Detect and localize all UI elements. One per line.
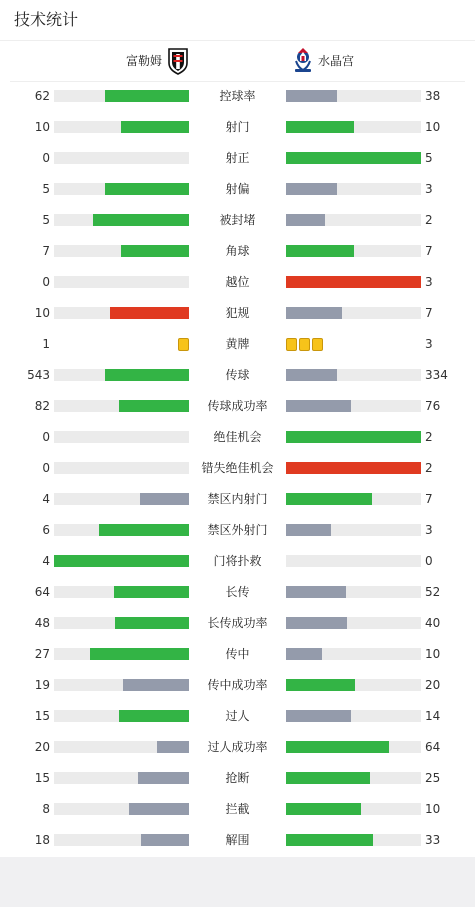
away-bar-track	[286, 462, 421, 474]
home-value: 543	[27, 368, 50, 382]
home-bar-fill	[121, 245, 189, 257]
home-bar-track	[54, 121, 189, 133]
home-value: 0	[42, 275, 50, 289]
away-bar-fill	[286, 679, 355, 691]
away-value: 10	[425, 120, 441, 134]
home-value: 4	[42, 492, 50, 506]
stat-label: 错失绝佳机会	[201, 461, 274, 475]
away-bar-track	[286, 555, 421, 567]
stat-row	[0, 329, 475, 360]
stat-label: 长传	[225, 585, 250, 599]
home-bar-fill	[119, 710, 189, 722]
away-yellow-cards	[286, 338, 325, 351]
away-bar-fill	[286, 772, 370, 784]
away-bar-fill	[286, 214, 325, 226]
stat-label: 越位	[225, 275, 250, 289]
stat-label: 禁区外射门	[207, 523, 268, 537]
away-value: 76	[425, 399, 441, 413]
away-bar-track	[286, 214, 421, 226]
away-bar-track	[286, 710, 421, 722]
home-bar-track	[54, 772, 189, 784]
home-bar-track	[54, 803, 189, 815]
stat-label: 传球	[225, 368, 250, 382]
away-value: 14	[425, 709, 441, 723]
stat-row	[0, 577, 475, 608]
away-value: 334	[425, 368, 448, 382]
stat-label: 射正	[225, 151, 250, 165]
away-bar-fill	[286, 121, 354, 133]
home-bar-track	[54, 431, 189, 443]
away-value: 52	[425, 585, 441, 599]
home-value: 82	[34, 399, 50, 413]
away-bar-track	[286, 617, 421, 629]
away-bar-fill	[286, 307, 342, 319]
stat-row	[0, 763, 475, 794]
away-value: 2	[425, 461, 433, 475]
fulham-crest-icon[interactable]	[167, 47, 189, 75]
away-bar-fill	[286, 152, 421, 164]
stat-row	[0, 174, 475, 205]
stat-label: 被封堵	[219, 213, 256, 227]
home-bar-fill	[105, 90, 189, 102]
home-value: 0	[42, 151, 50, 165]
away-value: 2	[425, 430, 433, 444]
home-value: 5	[42, 182, 50, 196]
home-bar-fill	[140, 493, 189, 505]
home-bar-track	[54, 90, 189, 102]
home-bar-track	[54, 400, 189, 412]
home-bar-track	[54, 617, 189, 629]
yellow-card-icon	[312, 338, 323, 351]
away-bar-track	[286, 152, 421, 164]
away-bar-track	[286, 276, 421, 288]
away-bar-track	[286, 524, 421, 536]
yellow-card-icon	[299, 338, 310, 351]
away-bar-fill	[286, 245, 354, 257]
stat-label: 过人成功率	[207, 740, 268, 754]
stat-label: 拦截	[225, 802, 250, 816]
home-value: 62	[34, 89, 50, 103]
stat-row	[0, 236, 475, 267]
stat-label: 犯规	[225, 306, 250, 320]
away-value: 33	[425, 833, 441, 847]
home-value: 18	[34, 833, 50, 847]
home-value: 15	[34, 771, 50, 785]
home-value: 1	[42, 337, 50, 351]
stat-label: 过人	[225, 709, 250, 723]
home-bar-fill	[99, 524, 189, 536]
stat-row	[0, 825, 475, 856]
stat-row	[0, 639, 475, 670]
away-bar-fill	[286, 834, 373, 846]
away-bar-fill	[286, 369, 337, 381]
home-bar-fill	[138, 772, 189, 784]
stat-label: 传中	[225, 647, 250, 661]
away-value: 7	[425, 244, 433, 258]
away-bar-fill	[286, 276, 421, 288]
away-bar-track	[286, 648, 421, 660]
home-bar-fill	[105, 369, 189, 381]
home-value: 27	[34, 647, 50, 661]
yellow-card-icon	[178, 338, 189, 351]
home-bar-track	[54, 741, 189, 753]
home-bar-fill	[141, 834, 189, 846]
home-bar-fill	[105, 183, 189, 195]
home-bar-fill	[110, 307, 189, 319]
stat-row	[0, 453, 475, 484]
home-bar-fill	[119, 400, 189, 412]
yellow-card-icon	[286, 338, 297, 351]
away-value: 10	[425, 802, 441, 816]
away-bar-fill	[286, 493, 372, 505]
away-value: 64	[425, 740, 441, 754]
home-bar-track	[54, 245, 189, 257]
away-bar-fill	[286, 183, 337, 195]
away-value: 3	[425, 182, 433, 196]
home-bar-track	[54, 555, 189, 567]
away-bar-track	[286, 834, 421, 846]
stat-label: 控球率	[219, 89, 256, 103]
stat-label: 禁区内射门	[207, 492, 268, 506]
away-value: 3	[425, 523, 433, 537]
stat-row	[0, 546, 475, 577]
home-bar-fill	[115, 617, 189, 629]
home-value: 6	[42, 523, 50, 537]
home-value: 4	[42, 554, 50, 568]
away-value: 7	[425, 492, 433, 506]
home-bar-track	[54, 493, 189, 505]
stat-row	[0, 608, 475, 639]
stat-row	[0, 732, 475, 763]
away-bar-track	[286, 90, 421, 102]
stat-label: 黄牌	[225, 337, 250, 351]
home-value: 20	[34, 740, 50, 754]
home-bar-track	[54, 524, 189, 536]
home-bar-track	[54, 276, 189, 288]
home-bar-track	[54, 462, 189, 474]
home-bar-track	[54, 710, 189, 722]
away-bar-fill	[286, 617, 347, 629]
home-value: 15	[34, 709, 50, 723]
away-bar-fill	[286, 803, 361, 815]
away-bar-fill	[286, 400, 351, 412]
away-bar-fill	[286, 524, 331, 536]
stat-label: 长传成功率	[207, 616, 268, 630]
away-value: 40	[425, 616, 441, 630]
stat-row	[0, 267, 475, 298]
teams-header	[10, 41, 465, 82]
away-bar-fill	[286, 586, 346, 598]
stat-label: 角球	[225, 244, 250, 258]
home-value: 10	[34, 120, 50, 134]
away-value: 25	[425, 771, 441, 785]
away-value: 3	[425, 337, 433, 351]
away-bar-track	[286, 772, 421, 784]
away-bar-fill	[286, 648, 322, 660]
home-bar-track	[54, 679, 189, 691]
home-value: 5	[42, 213, 50, 227]
stat-row	[0, 298, 475, 329]
home-bar-fill	[114, 586, 189, 598]
away-value: 3	[425, 275, 433, 289]
home-bar-track	[54, 183, 189, 195]
stat-row	[0, 112, 475, 143]
away-value: 10	[425, 647, 441, 661]
home-value: 10	[34, 306, 50, 320]
away-bar-track	[286, 369, 421, 381]
away-bar-track	[286, 431, 421, 443]
away-bar-track	[286, 121, 421, 133]
home-team-name[interactable]: 富勒姆	[125, 54, 162, 68]
home-bar-track	[54, 152, 189, 164]
stat-label: 射门	[225, 120, 250, 134]
away-value: 5	[425, 151, 433, 165]
home-bar-track	[54, 648, 189, 660]
stat-row	[0, 515, 475, 546]
home-value: 64	[34, 585, 50, 599]
away-team-name[interactable]: 水晶宫	[318, 54, 355, 68]
away-bar-track	[286, 245, 421, 257]
home-value: 0	[42, 461, 50, 475]
stat-label: 射偏	[225, 182, 250, 196]
home-value: 7	[42, 244, 50, 258]
stat-row	[0, 794, 475, 825]
away-value: 38	[425, 89, 441, 103]
home-bar-fill	[54, 555, 189, 567]
away-value: 2	[425, 213, 433, 227]
stat-row	[0, 205, 475, 236]
stat-label: 传中成功率	[207, 678, 268, 692]
home-bar-track	[54, 307, 189, 319]
stat-row	[0, 670, 475, 701]
stat-label: 门将扑救	[213, 554, 262, 568]
home-bar-fill	[121, 121, 189, 133]
home-yellow-cards	[176, 338, 189, 351]
away-bar-track	[286, 679, 421, 691]
away-bar-fill	[286, 431, 421, 443]
home-bar-track	[54, 214, 189, 226]
home-bar-track	[54, 834, 189, 846]
away-bar-fill	[286, 462, 421, 474]
stat-row	[0, 391, 475, 422]
stat-row	[0, 484, 475, 515]
away-bar-track	[286, 307, 421, 319]
home-bar-track	[54, 369, 189, 381]
away-bar-track	[286, 183, 421, 195]
home-bar-fill	[157, 741, 189, 753]
home-bar-fill	[93, 214, 189, 226]
away-bar-fill	[286, 741, 389, 753]
away-value: 20	[425, 678, 441, 692]
page-title: 技术统计	[14, 10, 79, 29]
stat-label: 传球成功率	[207, 399, 268, 413]
stat-row	[0, 143, 475, 174]
stat-label: 解围	[225, 833, 250, 847]
away-bar-track	[286, 586, 421, 598]
home-value: 19	[34, 678, 50, 692]
home-bar-fill	[123, 679, 189, 691]
home-value: 48	[34, 616, 50, 630]
crystal-palace-crest-icon[interactable]	[292, 47, 314, 75]
stat-row	[0, 701, 475, 732]
away-value: 7	[425, 306, 433, 320]
away-bar-fill	[286, 710, 351, 722]
home-value: 0	[42, 430, 50, 444]
away-bar-track	[286, 741, 421, 753]
away-bar-track	[286, 400, 421, 412]
stat-row	[0, 360, 475, 391]
stat-row	[0, 81, 475, 112]
home-bar-fill	[90, 648, 189, 660]
away-bar-fill	[286, 90, 337, 102]
home-value: 8	[42, 802, 50, 816]
stat-row	[0, 422, 475, 453]
stat-label: 抢断	[225, 771, 250, 785]
home-bar-track	[54, 586, 189, 598]
stat-label: 绝佳机会	[213, 430, 262, 444]
home-bar-fill	[129, 803, 189, 815]
away-bar-track	[286, 803, 421, 815]
away-bar-track	[286, 493, 421, 505]
away-value: 0	[425, 554, 433, 568]
